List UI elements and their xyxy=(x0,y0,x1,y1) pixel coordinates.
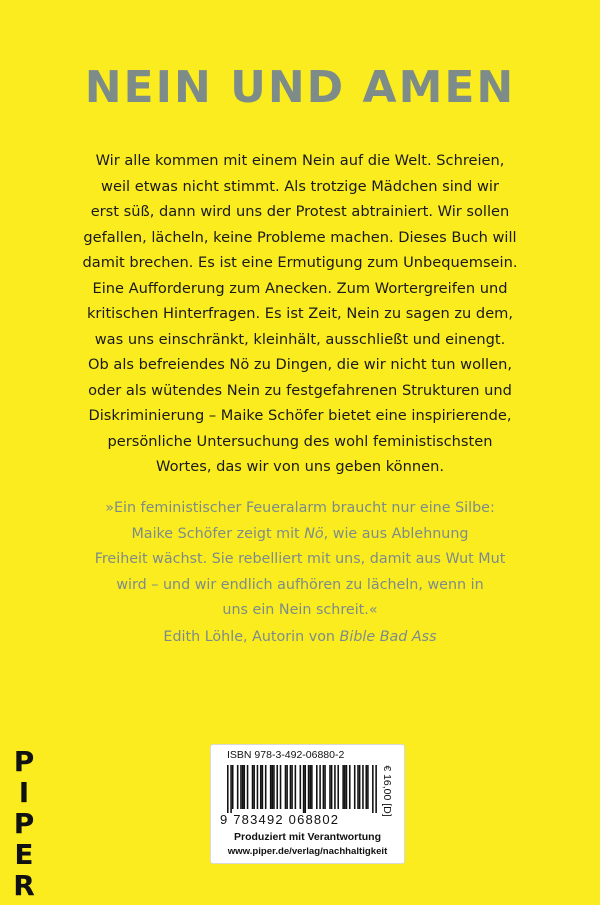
barcode-bar xyxy=(243,765,245,809)
attribution-book-title: Bible Bad Ass xyxy=(339,628,437,645)
quote-line: Freiheit wächst. Sie rebelliert mit uns, damit aus Wut Mut xyxy=(94,551,506,567)
quote-text: Maike Schöfer zeigt mit xyxy=(131,525,305,542)
barcode-bar xyxy=(329,765,331,809)
attribution-author: Edith Löhle, Autorin von xyxy=(163,628,340,645)
barcode-bar xyxy=(367,765,369,809)
barcode-bar xyxy=(331,765,333,809)
barcode-bar xyxy=(262,765,264,809)
barcode-bar xyxy=(346,765,348,809)
price-text: € 16,00 [D] xyxy=(381,765,393,817)
barcode-bar xyxy=(290,765,292,809)
barcode-bar xyxy=(257,765,259,809)
barcode-bar xyxy=(270,765,272,809)
quote-line: »Ein feministischer Feueralarm braucht nur eine Silbe: xyxy=(105,500,495,516)
barcode-bar xyxy=(311,765,313,809)
barcode-bar xyxy=(323,765,325,809)
barcode-bar xyxy=(349,765,351,809)
barcode-bar xyxy=(342,765,344,809)
quote-attribution xyxy=(60,625,540,651)
barcode-bar xyxy=(273,765,275,809)
barcode-bar xyxy=(247,765,249,809)
barcode-bar xyxy=(357,765,359,809)
barcode-bar xyxy=(242,765,244,809)
blurb-line: was uns einschränkt, kleinhält, ausschließt und einengt. xyxy=(94,330,506,348)
barcode-bar xyxy=(365,765,367,809)
barcode-bar xyxy=(344,765,346,809)
blurb-line: weil etwas nicht stimmt. Als trotzige Mädchen sind wir xyxy=(101,177,499,195)
quote-line: wird – und wir endlich aufhören zu lächeln, wenn in xyxy=(116,576,484,593)
blurb-line: persönliche Untersuchung des wohl feministischsten xyxy=(107,432,493,450)
book-title: NEIN UND AMEN xyxy=(84,62,516,113)
blurb-line: Ob als befreiendes Nö zu Dingen, die wir nicht tun wollen, xyxy=(88,356,512,373)
sustainability-note: Produziert mit Verantwortung xyxy=(233,831,381,843)
barcode-bar xyxy=(316,765,318,809)
blurb-line: erst süß, dann wird uns der Protest abtrainiert. Wir sollen xyxy=(90,203,510,220)
barcode-bar xyxy=(308,765,310,809)
barcode-bar xyxy=(334,765,336,809)
blurb-line: Wir alle kommen mit einem Nein auf die Welt. Schreien, xyxy=(95,152,505,169)
barcode-bar xyxy=(280,765,282,809)
barcode-bar xyxy=(232,765,234,809)
quote-line: uns ein Nein schreit.« xyxy=(222,602,378,618)
barcode-bar xyxy=(359,765,361,809)
barcode-bar xyxy=(276,765,278,809)
publisher-logo xyxy=(6,745,42,902)
barcode-bar xyxy=(260,765,262,809)
barcode-bar xyxy=(319,765,321,809)
barcode-bar xyxy=(300,765,302,809)
barcode-bar xyxy=(285,765,287,809)
barcode-bar xyxy=(295,765,297,809)
blurb-line: Eine Aufforderung zum Anecken. Zum Wortergreifen und xyxy=(92,279,508,297)
blurb-line: Diskriminierung – Maike Schöfer bietet eine inspirierende, xyxy=(88,407,512,424)
barcode-bar xyxy=(230,765,232,813)
quote-book-title: Nö xyxy=(304,525,324,542)
publisher-logo-letter: P xyxy=(13,807,35,840)
publisher-logo-letter: E xyxy=(14,838,34,871)
barcode-bar xyxy=(304,765,306,813)
barcode-bar xyxy=(286,765,288,809)
blurb-line: oder als wütendes Nein zu festgefahrenen Strukturen und xyxy=(88,381,512,399)
barcode-bar xyxy=(354,765,356,809)
price-label xyxy=(373,765,401,817)
blurb-text xyxy=(58,148,542,480)
barcode-bar xyxy=(272,765,274,809)
blurb-line: Wortes, das wir von uns geben können. xyxy=(156,458,444,475)
publisher-logo-letter: I xyxy=(18,776,30,809)
barcode-icon xyxy=(227,765,377,813)
barcode-bar xyxy=(240,765,242,809)
isbn-text: ISBN 978-3-492-06880-2 xyxy=(227,749,345,761)
ean-digits: 9 783492 068802 xyxy=(220,812,340,827)
quote-line xyxy=(60,522,540,548)
barcode-bar xyxy=(265,765,267,809)
blurb-line: damit brechen. Es ist eine Ermutigung zum Unbequemsein. xyxy=(82,254,518,271)
quote-text: , wie aus Ablehnung xyxy=(323,525,469,542)
publisher-logo-letter: R xyxy=(13,869,35,902)
blurb-line: kritischen Hinterfragen. Es ist Zeit, Nein zu sagen zu dem, xyxy=(86,305,514,322)
barcode-bar xyxy=(362,765,364,809)
barcode-bar xyxy=(291,765,293,809)
barcode-bar xyxy=(252,765,254,809)
barcode-bar xyxy=(309,765,311,809)
publisher-logo-letter: P xyxy=(13,745,35,778)
barcode-box xyxy=(210,744,405,864)
sustainability-url: www.piper.de/verlag/nachhaltigkeit xyxy=(227,846,388,857)
review-quote xyxy=(60,496,540,650)
blurb-line: gefallen, lächeln, keine Probleme machen. Dieses Buch will xyxy=(83,228,517,246)
barcode-bar xyxy=(227,765,229,813)
barcode-bar xyxy=(303,765,305,813)
barcode-bar xyxy=(324,765,326,809)
barcode-bar xyxy=(237,765,239,809)
barcode-bar xyxy=(253,765,255,809)
barcode-bar xyxy=(337,765,339,809)
